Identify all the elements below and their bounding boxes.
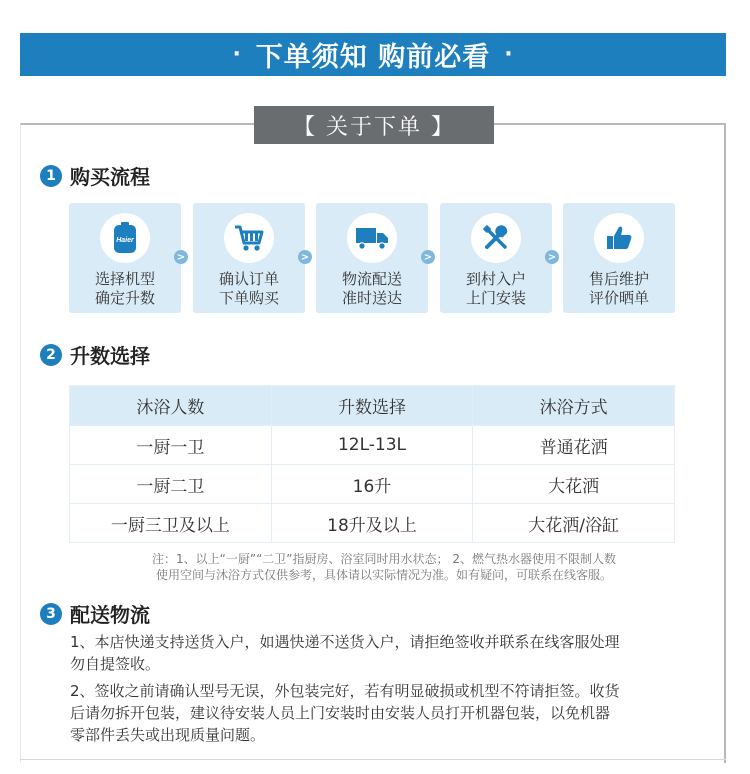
section-number: 3: [40, 603, 62, 625]
table-cell: 一厨二卫: [70, 465, 272, 504]
header-capacity: 升数选择: [271, 386, 473, 426]
delivery-truck-icon: [347, 213, 397, 263]
table-row: [70, 465, 675, 504]
table-note: [104, 551, 664, 583]
note-line: 注：1、以上“一厨”“二卫”指厨房、浴室同时用水状态； 2、燃气热水器使用不限制人数: [152, 552, 616, 566]
banner-title: 下单须知 购前必看: [255, 42, 491, 73]
section-tab: 【 关于下单 】: [254, 106, 494, 144]
flow-step-line1: 物流配送: [341, 270, 402, 288]
flow-step-line1: 确认订单: [218, 270, 279, 288]
header-banner: [20, 33, 726, 76]
table-cell: 12L-13L: [271, 426, 473, 465]
table-cell: 普通花洒: [473, 426, 675, 465]
flow-step-confirm-order: [193, 203, 305, 313]
flow-step-logistics: [316, 203, 428, 313]
table-cell: 一厨三卫及以上: [70, 504, 272, 543]
table-row: [70, 504, 675, 543]
paragraph-line: 零部件丢失或出现质量问题。: [70, 726, 266, 744]
flow-step-installation: [440, 203, 552, 313]
table-row: [70, 426, 675, 465]
paragraph-line: 勿自提签收。: [70, 655, 161, 673]
flow-step-line2: 评价晒单: [588, 289, 649, 307]
purchase-flow: [69, 203, 675, 313]
flow-step-line2: 上门安装: [465, 289, 526, 307]
flow-step-line1: 选择机型: [94, 270, 155, 288]
delivery-paragraph-1: [70, 631, 670, 675]
brand-logo-text: Haier: [116, 237, 134, 244]
section-number: 1: [40, 165, 62, 187]
note-line: 使用空间与沐浴方式仅供参考，具体请以实际情况为准。如有疑问，可联系在线客服。: [155, 568, 612, 582]
capacity-table: [69, 385, 675, 543]
flow-step-after-sales: [563, 203, 675, 313]
flow-step-line2: 下单购买: [218, 289, 279, 307]
table-cell: 大花洒/浴缸: [473, 504, 675, 543]
flow-step-line2: 准时送达: [341, 289, 402, 307]
paragraph-line: 2、签收之前请确认型号无误，外包装完好，若有明显破损或机型不符请拒签。收货: [70, 682, 620, 700]
section-heading-delivery: [40, 599, 150, 628]
bottom-divider: [20, 759, 726, 760]
table-cell: 16升: [271, 465, 473, 504]
flow-arrow-icon: >: [421, 250, 435, 264]
section-number: 2: [40, 344, 62, 366]
section-heading-purchase-flow: [40, 161, 150, 190]
paragraph-line: 1、本店快递支持送货入户，如遇快递不送货入户，请拒绝签收并联系在线客服处理: [70, 633, 620, 651]
paragraph-line: 后请勿拆开包装，建议待安装人员上门安装时由安装人员打开机器包装，以免机器: [70, 704, 611, 722]
section-title: 升数选择: [70, 344, 150, 368]
header-bath-method: 沐浴方式: [473, 386, 675, 426]
section-heading-capacity: [40, 340, 150, 369]
table-cell: 一厨一卫: [70, 426, 272, 465]
flow-arrow-icon: >: [298, 250, 312, 264]
table-header-row: [70, 386, 675, 426]
section-title: 购买流程: [70, 165, 150, 189]
header-bathers: 沐浴人数: [70, 386, 272, 426]
section-title: 配送物流: [70, 603, 150, 627]
thumbs-up-icon: [594, 213, 644, 263]
flow-step-select-model: [69, 203, 181, 313]
flow-step-line1: 到村入户: [465, 270, 526, 288]
table-cell: 大花洒: [473, 465, 675, 504]
table-cell: 18升及以上: [271, 504, 473, 543]
tools-icon: [471, 213, 521, 263]
flow-arrow-icon: >: [545, 250, 559, 264]
banner-dot-left: ·: [232, 42, 242, 67]
delivery-paragraph-2: [70, 680, 670, 746]
shopping-cart-icon: [224, 213, 274, 263]
flow-step-line1: 售后维护: [588, 270, 649, 288]
flow-step-line2: 确定升数: [94, 289, 155, 307]
flow-arrow-icon: >: [174, 250, 188, 264]
banner-dot-right: ·: [504, 42, 514, 67]
water-heater-icon: [100, 213, 150, 263]
